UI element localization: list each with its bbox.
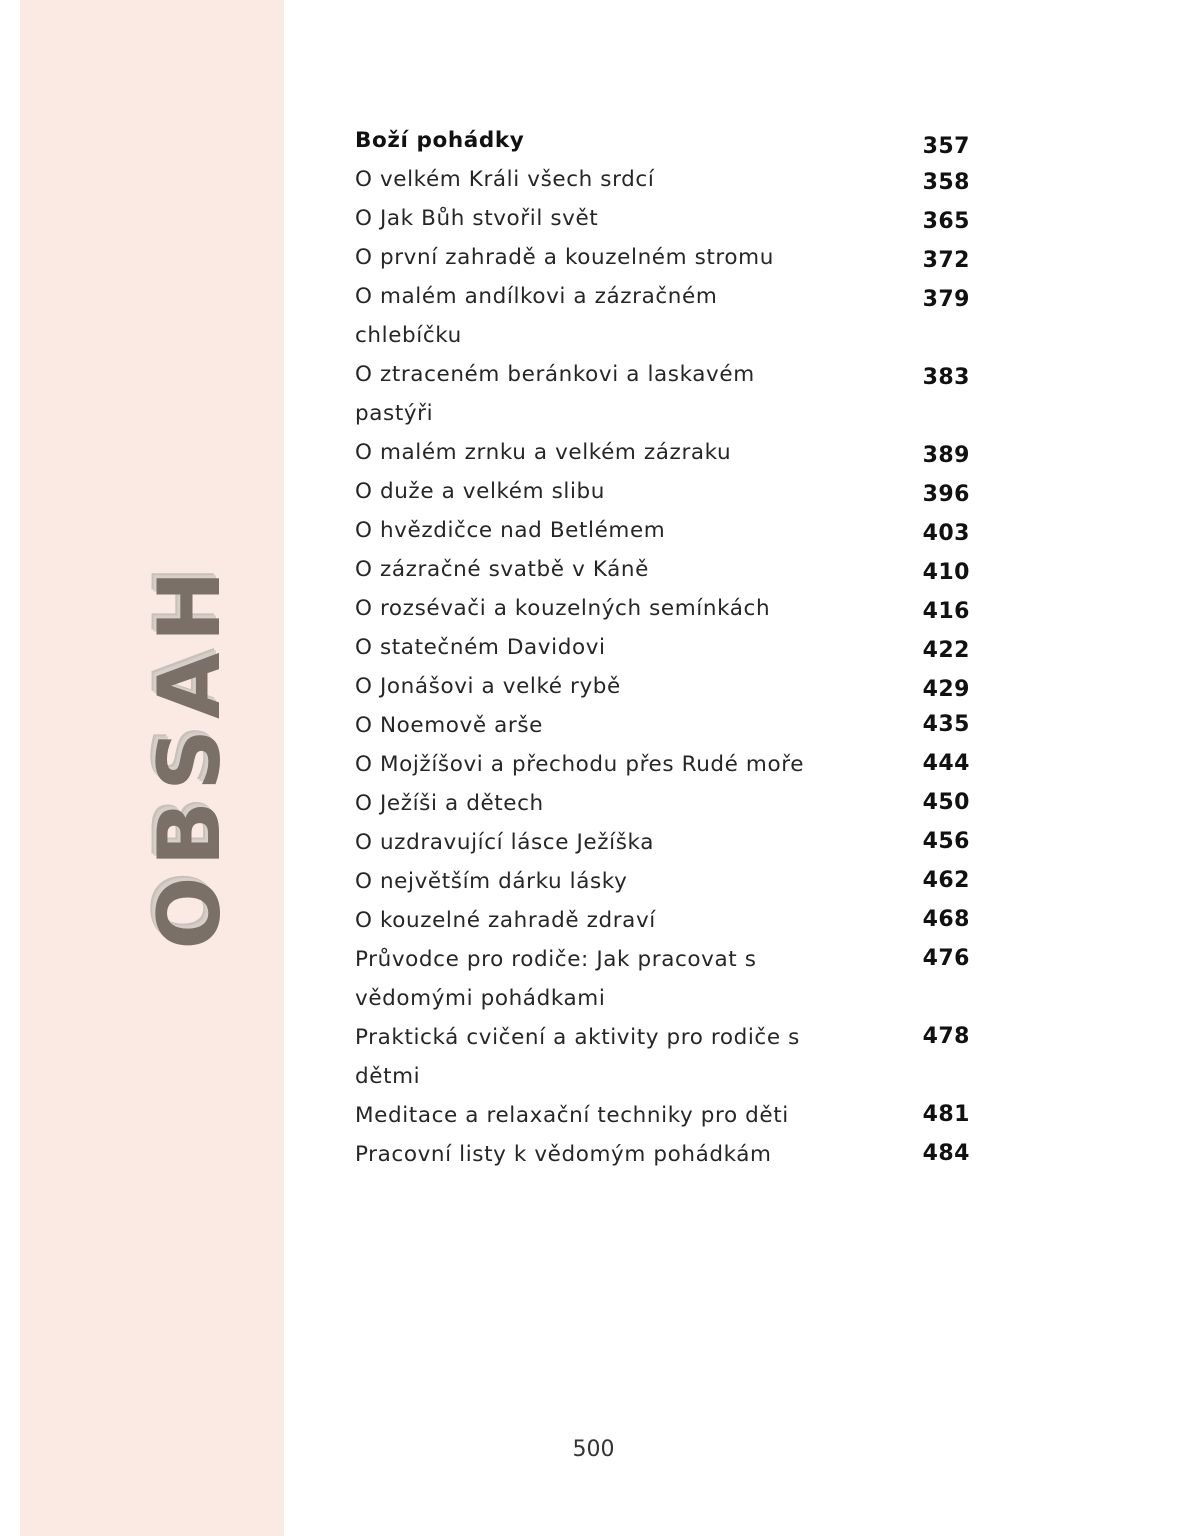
toc-entry-title: O Jonášovi a velké rybě [355, 674, 621, 699]
toc-entry-title: O uzdravující lásce Ježíška [355, 830, 654, 855]
toc-entry-page: 444 [922, 751, 970, 776]
toc-entry-title: O Noemově arše [355, 713, 543, 738]
toc-entry-title: O rozsévači a kouzelných semínkách [355, 596, 771, 621]
toc-entry-page: 462 [922, 868, 970, 893]
toc-entry-title: O ztraceném beránkovi a laskavém pastýři [355, 362, 755, 426]
toc-entry-page: 389 [922, 443, 970, 468]
toc-entry-title: O malém andílkovi a zázračném chlebíčku [355, 284, 718, 348]
toc-entry-page: 429 [922, 677, 970, 702]
toc-entry-page: 435 [922, 712, 970, 737]
toc-entry-title: Pracovní listy k vědomým pohádkám [355, 1142, 772, 1167]
toc-section-heading[interactable] [355, 124, 970, 160]
toc-entry-title: O hvězdičce nad Betlémem [355, 518, 666, 543]
toc-entry-title: O statečném Davidovi [355, 635, 606, 660]
toc-entry-title: O malém zrnku a velkém zázraku [355, 440, 732, 465]
toc-entry[interactable] [355, 160, 970, 199]
toc-entry-title: Průvodce pro rodiče: Jak pracovat s vědomými pohádkami [355, 947, 757, 1011]
toc-entry-title: O duže a velkém slibu [355, 479, 606, 504]
toc-entry-title: O kouzelné zahradě zdraví [355, 908, 656, 933]
toc-entry-title: O velkém Králi všech srdcí [355, 167, 655, 192]
sidebar-band [20, 0, 284, 1536]
toc-entry-page: 403 [922, 521, 970, 546]
toc-entry[interactable] [355, 667, 970, 706]
toc-entry-title: Meditace a relaxační techniky pro děti [355, 1103, 789, 1128]
toc-entry[interactable] [355, 589, 970, 628]
toc-entry-title: O Ježíši a dětech [355, 791, 544, 816]
toc-entry[interactable] [355, 706, 970, 745]
toc-entry[interactable] [355, 784, 970, 823]
toc-heading-page: 357 [922, 134, 970, 159]
toc-entry-page: 476 [922, 946, 970, 971]
toc-entry-page: 379 [922, 287, 970, 312]
toc-entry-page: 358 [922, 170, 970, 195]
toc-entry[interactable] [355, 511, 970, 550]
toc-entry-page: 416 [922, 599, 970, 624]
toc-entry[interactable] [355, 472, 970, 511]
toc-entry-page: 478 [922, 1024, 970, 1049]
toc-heading-title: Boží pohádky [355, 128, 525, 153]
toc-entry[interactable] [355, 1135, 970, 1174]
toc-entry-page: 456 [922, 829, 970, 854]
toc-entry-title: O největším dárku lásky [355, 869, 628, 894]
toc-entry[interactable] [355, 433, 970, 472]
toc-entry-page: 372 [922, 248, 970, 273]
toc-entry-page: 410 [922, 560, 970, 585]
side-title: OBSAH [140, 560, 240, 950]
toc-entry[interactable] [355, 1096, 970, 1135]
toc-entry-title: Praktická cvičení a aktivity pro rodiče s dětmi [355, 1025, 800, 1089]
toc-entry[interactable] [355, 277, 970, 355]
toc-entry-page: 365 [922, 209, 970, 234]
toc-entry[interactable] [355, 1018, 970, 1096]
toc-entry-page: 422 [922, 638, 970, 663]
toc-entry-page: 484 [922, 1141, 970, 1166]
toc-entry-page: 383 [922, 365, 970, 390]
toc-entry[interactable] [355, 823, 970, 862]
toc-entry-title: O Mojžíšovi a přechodu přes Rudé moře [355, 752, 805, 777]
table-of-contents [355, 124, 970, 1174]
toc-entry-page: 450 [922, 790, 970, 815]
toc-entry[interactable] [355, 199, 970, 238]
toc-entry-page: 481 [922, 1102, 970, 1127]
toc-entry-title: O Jak Bůh stvořil svět [355, 206, 599, 231]
toc-entry[interactable] [355, 940, 970, 1018]
toc-entry-page: 468 [922, 907, 970, 932]
page-number: 500 [572, 1437, 615, 1462]
toc-entry[interactable] [355, 862, 970, 901]
toc-entry[interactable] [355, 550, 970, 589]
toc-entry-page: 396 [922, 482, 970, 507]
toc-entry[interactable] [355, 901, 970, 940]
toc-entry[interactable] [355, 238, 970, 277]
toc-entry-title: O první zahradě a kouzelném stromu [355, 245, 774, 270]
toc-entry[interactable] [355, 355, 970, 433]
toc-entry-title: O zázračné svatbě v Káně [355, 557, 649, 582]
toc-entry[interactable] [355, 628, 970, 667]
toc-entry[interactable] [355, 745, 970, 784]
